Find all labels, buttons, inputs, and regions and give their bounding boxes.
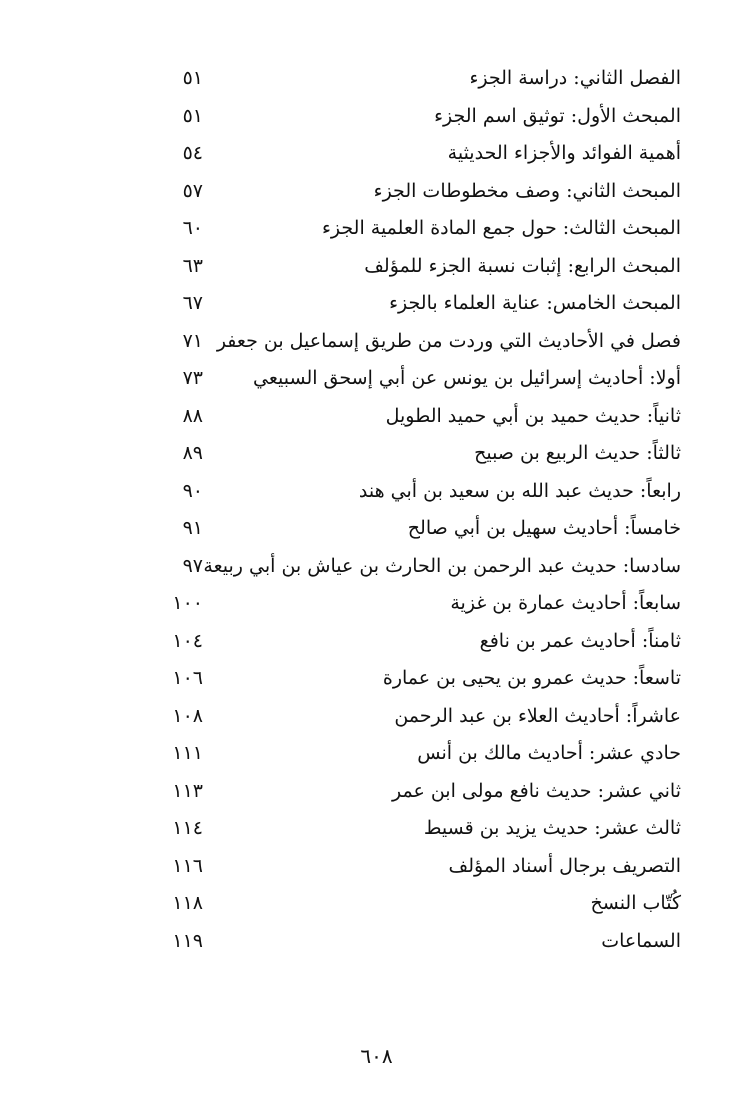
toc-entry-title: أهمية الفوائد والأجزاء الحديثية (447, 142, 681, 164)
toc-entry-page: ١٠٠ (172, 592, 203, 614)
toc-entry-title: ثالث عشر: حديث يزيد بن قسيط (423, 817, 681, 839)
toc-entry-title: المبحث الثاني: وصف مخطوطات الجزء (373, 179, 681, 202)
toc-entry-page: ١١٣ (172, 779, 203, 802)
toc-entry (0, 210, 753, 248)
toc-entry-page: ١٠٦ (172, 667, 203, 689)
toc-entry (0, 698, 753, 736)
toc-entry-page: ١١٨ (172, 892, 203, 914)
toc-entry (0, 660, 753, 698)
page-number: ٦٠٨ (360, 1044, 393, 1068)
toc-entry (0, 60, 753, 98)
toc-entry-page: ١١٩ (172, 929, 203, 952)
toc-entry-title: التصريف برجال أسناد المؤلف (448, 854, 681, 877)
toc-entry (0, 773, 753, 811)
table-of-contents (0, 60, 753, 960)
toc-entry-title: عاشراً: أحاديث العلاء بن عبد الرحمن (394, 704, 681, 727)
toc-entry (0, 173, 753, 211)
toc-entry-title: ثاني عشر: حديث نافع مولى ابن عمر (392, 779, 681, 802)
toc-entry-page: ٩١ (182, 517, 203, 539)
toc-entry (0, 398, 753, 436)
toc-entry-page: ٦٠ (182, 217, 203, 239)
toc-entry-page: ٥١ (182, 104, 203, 127)
toc-entry-title: سابعاً: أحاديث عمارة بن غزية (450, 592, 681, 614)
toc-entry-page: ٦٧ (182, 292, 203, 314)
toc-entry-page: ١٠٤ (172, 629, 203, 652)
toc-entry-page: ٧٣ (182, 367, 203, 389)
toc-entry-title: رابعاً: حديث عبد الله بن سعيد بن أبي هند (358, 479, 681, 502)
toc-entry (0, 285, 753, 323)
toc-entry-title: سادسا: حديث عبد الرحمن بن الحارث بن عياش بن أبي ربيعة (203, 554, 681, 577)
toc-entry-title: المبحث الثالث: حول جمع المادة العلمية الجزء (321, 217, 681, 239)
toc-entry (0, 473, 753, 511)
toc-entry-title: الفصل الثاني: دراسة الجزء (469, 67, 681, 89)
toc-entry (0, 323, 753, 361)
toc-entry (0, 548, 753, 586)
toc-entry-page: ٨٨ (182, 404, 203, 427)
toc-entry-title: ثامناً: أحاديث عمر بن نافع (479, 629, 681, 652)
toc-entry-title: المبحث الأول: توثيق اسم الجزء (434, 104, 681, 127)
toc-entry-title: كُتّاب النسخ (590, 892, 681, 914)
toc-entry-page: ١١١ (172, 742, 203, 764)
toc-entry (0, 435, 753, 473)
toc-entry-title: السماعات (601, 929, 681, 952)
toc-entry (0, 98, 753, 136)
toc-entry-page: ١١٦ (172, 854, 203, 877)
toc-entry-page: ٩٧ (182, 554, 203, 577)
toc-entry (0, 360, 753, 398)
toc-entry-page: ٧١ (182, 329, 203, 352)
toc-entry (0, 848, 753, 886)
toc-entry-title: حادي عشر: أحاديث مالك بن أنس (417, 742, 681, 764)
toc-entry-page: ٩٠ (182, 479, 203, 502)
toc-entry (0, 585, 753, 623)
toc-entry-title: تاسعاً: حديث عمرو بن يحيى بن عمارة (382, 667, 681, 689)
toc-entry (0, 735, 753, 773)
toc-entry-page: ٨٩ (182, 442, 203, 464)
toc-entry-title: المبحث الرابع: إثبات نسبة الجزء للمؤلف (364, 254, 681, 277)
toc-entry-title: المبحث الخامس: عناية العلماء بالجزء (389, 292, 681, 314)
toc-entry-page: ٥٧ (182, 179, 203, 202)
toc-entry-title: فصل في الأحاديث التي وردت من طريق إسماعيل بن جعفر (216, 329, 681, 352)
toc-entry-page: ٥٤ (182, 142, 203, 164)
toc-entry-title: خامساً: أحاديث سهيل بن أبي صالح (407, 517, 681, 539)
toc-entry-title: ثانياً: حديث حميد بن أبي حميد الطويل (385, 404, 681, 427)
toc-entry (0, 810, 753, 848)
toc-entry (0, 923, 753, 961)
toc-entry (0, 135, 753, 173)
toc-entry (0, 623, 753, 661)
toc-entry-page: ١١٤ (172, 817, 203, 839)
toc-entry (0, 248, 753, 286)
toc-entry-title: ثالثاً: حديث الربيع بن صبيح (474, 442, 681, 464)
toc-entry-page: ٥١ (182, 67, 203, 89)
toc-entry-page: ١٠٨ (172, 704, 203, 727)
toc-entry-page: ٦٣ (182, 254, 203, 277)
toc-entry-title: أولا: أحاديث إسرائيل بن يونس عن أبي إسحق السبيعي (253, 367, 681, 389)
toc-entry (0, 510, 753, 548)
toc-entry (0, 885, 753, 923)
